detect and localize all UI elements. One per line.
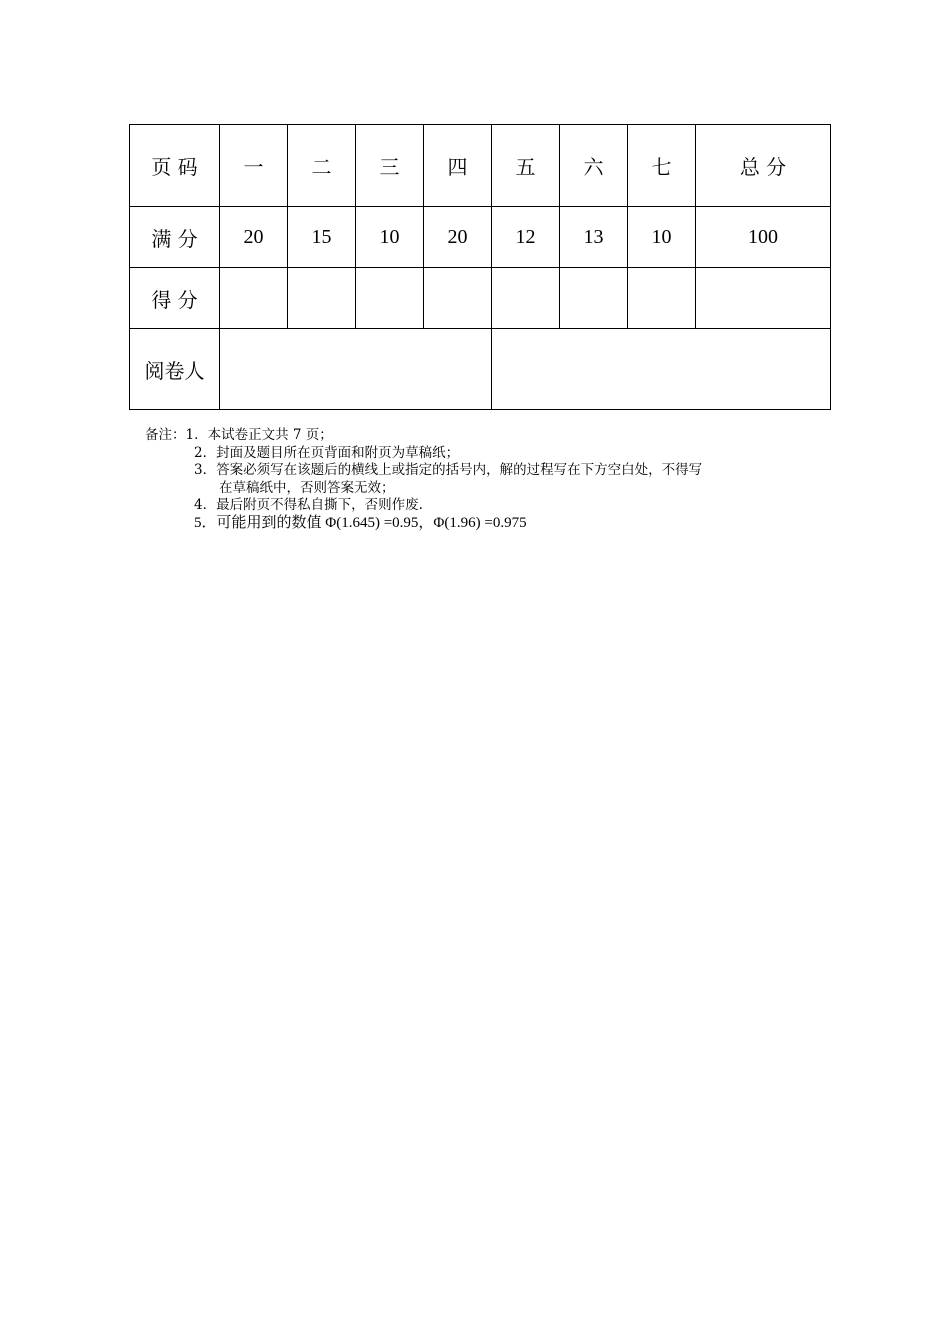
note-line-3-continued	[145, 480, 835, 498]
full-marks-7: 10	[628, 207, 696, 268]
reader-label: 阅卷人	[130, 329, 220, 410]
reader-cell-left[interactable]	[220, 329, 492, 410]
note-line-5	[145, 515, 835, 533]
score-cell-7[interactable]	[628, 268, 696, 329]
notes-prefix: 备注：	[145, 427, 186, 443]
full-marks-2: 15	[288, 207, 356, 268]
full-marks-6: 13	[560, 207, 628, 268]
header-section-1: 一	[220, 125, 288, 207]
header-total: 总 分	[696, 125, 831, 207]
header-page-label: 页 码	[130, 125, 220, 207]
header-row	[130, 125, 831, 207]
note-item-3: 3．答案必须写在该题后的横线上或指定的括号内，解的过程写在下方空白处，不得写	[194, 462, 703, 478]
header-section-3: 三	[356, 125, 424, 207]
score-cell-total[interactable]	[696, 268, 831, 329]
full-marks-1: 20	[220, 207, 288, 268]
score-cell-5[interactable]	[492, 268, 560, 329]
header-section-6: 六	[560, 125, 628, 207]
score-table	[129, 124, 831, 410]
score-cell-2[interactable]	[288, 268, 356, 329]
full-marks-label: 满 分	[130, 207, 220, 268]
reader-row	[130, 329, 831, 410]
score-cell-1[interactable]	[220, 268, 288, 329]
note-line-4	[145, 497, 835, 515]
note-item-4: 4．最后附页不得私自撕下，否则作废.	[194, 497, 423, 513]
notes-section	[145, 427, 835, 532]
header-section-4: 四	[424, 125, 492, 207]
note-item-1: 1．本试卷正文共 7 页；	[185, 427, 333, 443]
note-line-2	[145, 445, 835, 463]
score-row	[130, 268, 831, 329]
full-marks-row	[130, 207, 831, 268]
full-marks-4: 20	[424, 207, 492, 268]
score-cell-3[interactable]	[356, 268, 424, 329]
score-cell-4[interactable]	[424, 268, 492, 329]
full-marks-3: 10	[356, 207, 424, 268]
header-section-7: 七	[628, 125, 696, 207]
note-line-1	[145, 427, 835, 445]
score-label: 得 分	[130, 268, 220, 329]
note-item-5: 5．可能用到的数值 Φ(1.645) =0.95，Φ(1.96) =0.975	[194, 514, 527, 531]
note-line-3	[145, 462, 835, 480]
full-marks-total: 100	[696, 207, 831, 268]
note-item-3-continued: 在草稿纸中，否则答案无效；	[219, 479, 395, 496]
reader-cell-right[interactable]	[492, 329, 831, 410]
full-marks-5: 12	[492, 207, 560, 268]
score-cell-6[interactable]	[560, 268, 628, 329]
header-section-5: 五	[492, 125, 560, 207]
header-section-2: 二	[288, 125, 356, 207]
note-item-2: 2．封面及题目所在页背面和附页为草稿纸；	[194, 444, 460, 461]
